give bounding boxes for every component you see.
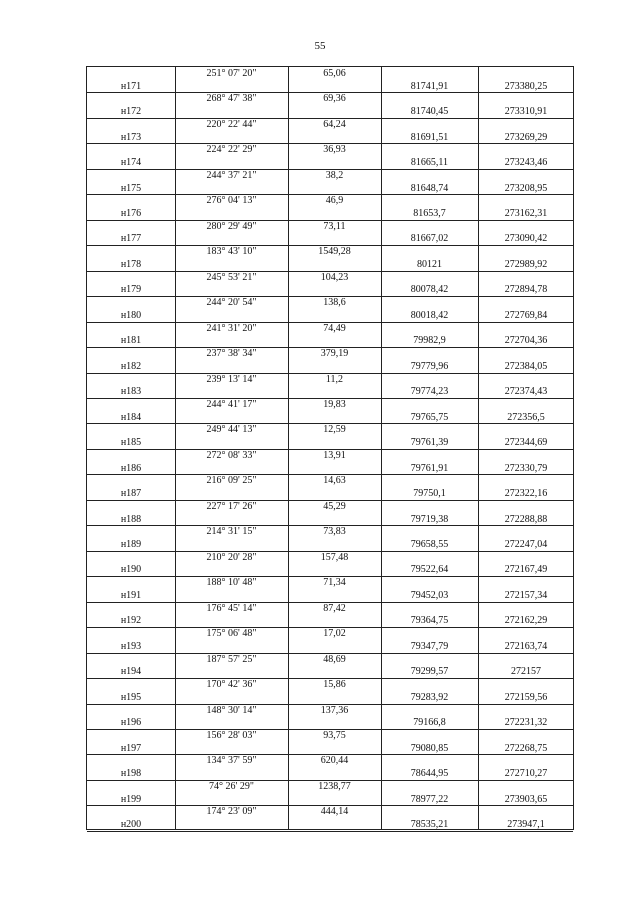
direction-angle: 134° 37' 59" bbox=[206, 755, 257, 767]
direction-angle: 74° 26' 29" bbox=[209, 780, 254, 792]
distance-value: 13,91 bbox=[323, 449, 346, 461]
point-name: н200 bbox=[120, 819, 142, 831]
y-coordinate: 272159,56 bbox=[504, 691, 548, 703]
point-name: н191 bbox=[120, 589, 142, 601]
direction-angle: 216° 09' 25" bbox=[206, 475, 257, 487]
distance-value: 36,93 bbox=[323, 144, 346, 156]
point-name: н179 bbox=[120, 284, 142, 296]
point-name: н196 bbox=[120, 717, 142, 729]
x-coordinate: 79779,96 bbox=[410, 360, 449, 372]
point-name: н195 bbox=[120, 691, 142, 703]
x-coordinate: 78535,21 bbox=[410, 819, 449, 831]
distance-value: 73,11 bbox=[323, 220, 346, 232]
x-coordinate: 79283,92 bbox=[410, 691, 449, 703]
direction-angle: 237° 38' 34" bbox=[206, 348, 257, 360]
point-name: н194 bbox=[120, 666, 142, 678]
point-name: н184 bbox=[120, 411, 142, 423]
y-coordinate: 272989,92 bbox=[504, 258, 548, 270]
distance-value: 620,44 bbox=[320, 755, 349, 767]
direction-angle: 244° 41' 17" bbox=[206, 398, 257, 410]
point-name: н181 bbox=[120, 335, 142, 347]
direction-angle: 210° 20' 28" bbox=[206, 551, 257, 563]
direction-angle: 249° 44' 13" bbox=[206, 424, 257, 436]
x-coordinate: 79364,75 bbox=[410, 615, 449, 627]
point-name: н180 bbox=[120, 309, 142, 321]
point-name: н174 bbox=[120, 157, 142, 169]
x-coordinate: 79658,55 bbox=[410, 539, 449, 550]
distance-value: 444,14 bbox=[320, 806, 349, 818]
direction-angle: 224° 22' 29" bbox=[206, 144, 257, 156]
direction-angle: 188° 10' 48" bbox=[206, 577, 257, 589]
x-coordinate: 79522,64 bbox=[410, 564, 449, 576]
point-name: н177 bbox=[120, 233, 142, 245]
point-name: н171 bbox=[120, 80, 142, 92]
y-coordinate: 272894,78 bbox=[504, 284, 548, 296]
distance-value: 46,9 bbox=[325, 195, 344, 207]
distance-value: 69,36 bbox=[323, 93, 346, 105]
x-coordinate: 79761,39 bbox=[410, 437, 449, 449]
distance-value: 138,6 bbox=[323, 297, 346, 309]
y-coordinate: 272330,79 bbox=[504, 462, 548, 474]
direction-angle: 156° 28' 03" bbox=[206, 729, 257, 741]
y-coordinate: 272344,69 bbox=[504, 437, 548, 449]
point-name: н176 bbox=[120, 208, 142, 220]
direction-angle: 214° 31' 15" bbox=[206, 526, 257, 538]
direction-angle: 239° 13' 14" bbox=[206, 373, 257, 385]
x-coordinate: 81691,51 bbox=[410, 131, 449, 143]
distance-value: 87,42 bbox=[323, 602, 346, 614]
y-coordinate: 272322,16 bbox=[504, 488, 548, 500]
distance-value: 17,02 bbox=[323, 628, 346, 640]
x-coordinate: 79347,79 bbox=[410, 640, 449, 652]
x-coordinate: 78644,95 bbox=[410, 768, 449, 780]
direction-angle: 245° 53' 21" bbox=[206, 271, 257, 283]
direction-angle: 244° 37' 21" bbox=[206, 169, 257, 181]
direction-angle: 170° 42' 36" bbox=[206, 679, 257, 691]
y-coordinate: 273269,29 bbox=[504, 131, 548, 143]
distance-value: 12,59 bbox=[323, 424, 346, 436]
distance-value: 137,36 bbox=[320, 704, 349, 716]
page-number: 55 bbox=[314, 40, 326, 52]
distance-value: 19,83 bbox=[323, 398, 346, 410]
distance-value: 157,48 bbox=[320, 551, 349, 563]
point-name: н173 bbox=[120, 131, 142, 143]
distance-value: 71,34 bbox=[323, 577, 346, 589]
point-name: н175 bbox=[120, 182, 142, 194]
point-name: н197 bbox=[120, 742, 142, 754]
distance-value: 15,86 bbox=[323, 679, 346, 691]
y-coordinate: 273310,91 bbox=[504, 106, 548, 118]
x-coordinate: 79750,1 bbox=[413, 488, 446, 500]
x-coordinate: 81665,11 bbox=[410, 157, 449, 169]
point-name: н199 bbox=[120, 793, 142, 805]
x-coordinate: 80121 bbox=[417, 258, 442, 270]
x-coordinate: 79982,9 bbox=[413, 335, 446, 347]
y-coordinate: 272157,34 bbox=[504, 589, 548, 601]
x-coordinate: 79080,85 bbox=[410, 742, 449, 754]
y-coordinate: 272162,29 bbox=[504, 615, 548, 627]
x-coordinate: 81667,02 bbox=[410, 233, 449, 245]
y-coordinate: 272356,5 bbox=[507, 411, 545, 423]
direction-angle: 187° 57' 25" bbox=[206, 653, 257, 665]
distance-value: 104,23 bbox=[320, 271, 349, 283]
x-coordinate: 79299,57 bbox=[410, 666, 449, 678]
x-coordinate: 79452,03 bbox=[410, 589, 449, 601]
point-name: н186 bbox=[120, 462, 142, 474]
x-coordinate: 78977,22 bbox=[410, 793, 449, 805]
distance-value: 64,24 bbox=[323, 118, 346, 130]
point-name: н189 bbox=[120, 539, 142, 550]
distance-value: 73,83 bbox=[323, 526, 346, 538]
y-coordinate: 272247,04 bbox=[504, 539, 548, 550]
distance-value: 1549,28 bbox=[318, 246, 351, 258]
y-coordinate: 272710,27 bbox=[504, 768, 548, 780]
y-coordinate: 273090,42 bbox=[504, 233, 548, 245]
direction-angle: 174° 23' 09" bbox=[206, 806, 257, 818]
distance-value: 45,29 bbox=[323, 500, 346, 512]
y-coordinate: 272374,43 bbox=[504, 386, 548, 398]
x-coordinate: 79166,8 bbox=[413, 717, 446, 729]
direction-angle: 268° 47' 38" bbox=[206, 93, 257, 105]
y-coordinate: 272167,49 bbox=[504, 564, 548, 576]
y-coordinate: 272384,05 bbox=[504, 360, 548, 372]
y-coordinate: 273380,25 bbox=[504, 80, 548, 92]
direction-angle: 183° 43' 10" bbox=[206, 246, 257, 258]
x-coordinate: 81653,7 bbox=[413, 208, 446, 220]
direction-angle: 280° 29' 49" bbox=[206, 220, 257, 232]
distance-value: 48,69 bbox=[323, 653, 346, 665]
y-coordinate: 272769,84 bbox=[504, 309, 548, 321]
direction-angle: 176° 45' 14" bbox=[206, 602, 257, 614]
y-coordinate: 272704,36 bbox=[504, 335, 548, 347]
point-name: н172 bbox=[120, 106, 142, 118]
direction-angle: 244° 20' 54" bbox=[206, 297, 257, 309]
y-coordinate: 273208,95 bbox=[504, 182, 548, 194]
x-coordinate: 79774,23 bbox=[410, 386, 449, 398]
point-name: н183 bbox=[120, 386, 142, 398]
direction-angle: 272° 08' 33" bbox=[206, 449, 257, 461]
point-name: н193 bbox=[120, 640, 142, 652]
distance-value: 74,49 bbox=[323, 322, 346, 334]
x-coordinate: 81648,74 bbox=[410, 182, 449, 194]
y-coordinate: 273903,65 bbox=[504, 793, 548, 805]
direction-angle: 148° 30' 14" bbox=[206, 704, 257, 716]
direction-angle: 227° 17' 26" bbox=[206, 500, 257, 512]
distance-value: 379,19 bbox=[320, 348, 349, 360]
x-coordinate: 79765,75 bbox=[410, 411, 449, 423]
point-name: н182 bbox=[120, 360, 142, 372]
point-name: н198 bbox=[120, 768, 142, 780]
y-coordinate: 273162,31 bbox=[504, 208, 548, 220]
y-coordinate: 272163,74 bbox=[504, 640, 548, 652]
distance-value: 38,2 bbox=[325, 169, 344, 181]
y-coordinate: 272268,75 bbox=[504, 742, 548, 754]
distance-value: 14,63 bbox=[323, 475, 346, 487]
y-coordinate: 272288,88 bbox=[504, 513, 548, 525]
direction-angle: 276° 04' 13" bbox=[206, 195, 257, 207]
point-name: н188 bbox=[120, 513, 142, 525]
y-coordinate: 273947,1 bbox=[507, 819, 545, 831]
distance-value: 11,2 bbox=[325, 373, 344, 385]
direction-angle: 175° 06' 48" bbox=[206, 628, 257, 640]
coordinates-table bbox=[86, 66, 574, 830]
direction-angle: 241° 31' 20" bbox=[206, 322, 257, 334]
y-coordinate: 272157 bbox=[511, 666, 541, 678]
point-name: н187 bbox=[120, 488, 142, 500]
x-coordinate: 80078,42 bbox=[410, 284, 449, 296]
point-name: н185 bbox=[120, 437, 142, 449]
direction-angle: 220° 22' 44" bbox=[206, 118, 257, 130]
distance-value: 65,06 bbox=[323, 68, 346, 79]
point-name: н192 bbox=[120, 615, 142, 627]
y-coordinate: 273243,46 bbox=[504, 157, 548, 169]
x-coordinate: 81741,91 bbox=[410, 80, 449, 92]
x-coordinate: 79761,91 bbox=[410, 462, 449, 474]
direction-angle: 251° 07' 20" bbox=[206, 68, 257, 79]
distance-value: 93,75 bbox=[323, 729, 346, 741]
point-name: н178 bbox=[120, 258, 142, 270]
point-name: н190 bbox=[120, 564, 142, 576]
x-coordinate: 79719,38 bbox=[410, 513, 449, 525]
x-coordinate: 81740,45 bbox=[410, 106, 449, 118]
distance-value: 1238,77 bbox=[318, 780, 351, 792]
x-coordinate: 80018,42 bbox=[410, 309, 449, 321]
y-coordinate: 272231,32 bbox=[504, 717, 548, 729]
